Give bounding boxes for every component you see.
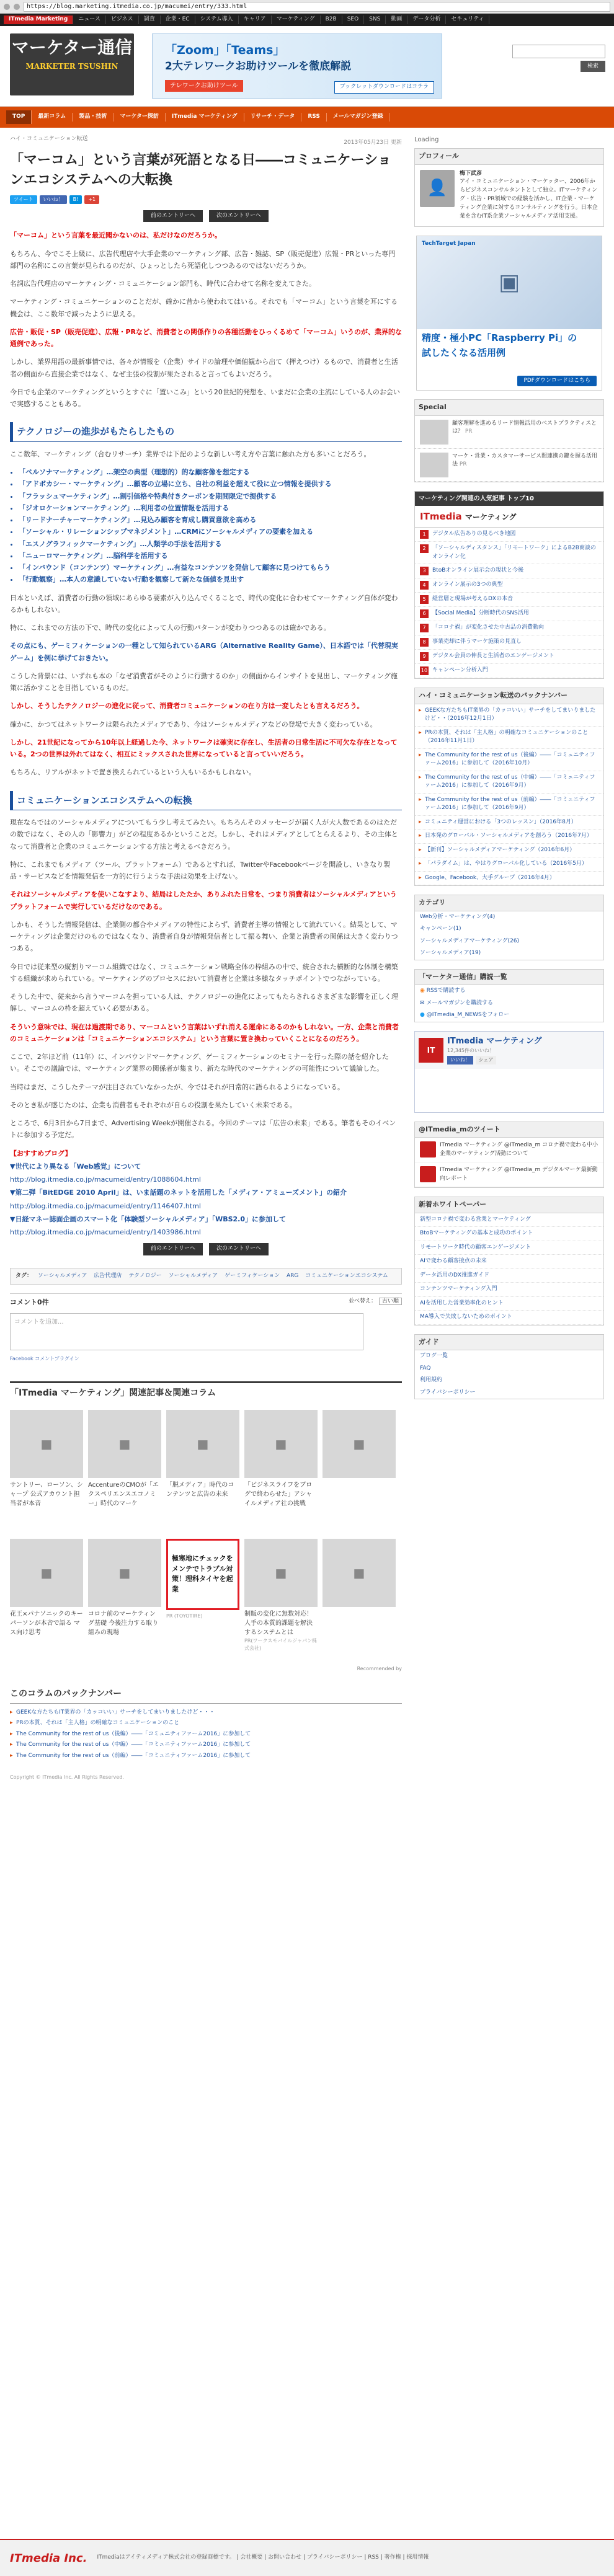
guide-link[interactable]: 利用規約: [420, 1377, 443, 1384]
highlight-paragraph: 広告・販促・SP（販売促進）、広報・PRなど、消費者との関係作りの各種活動をひっくるめて「マーコム」いうのが、業界的な通例であった。: [10, 327, 403, 348]
backnumber-link[interactable]: ▸ The Community for the rest of us（後編）――「コミュニティファーム2016」に参加して: [10, 1729, 402, 1740]
topnav-item[interactable]: マーケティング: [272, 15, 321, 24]
thumbnail-image: ■: [10, 1539, 83, 1607]
category-link[interactable]: Web分析・マーケティング(4): [420, 913, 496, 920]
search-input[interactable]: [512, 45, 605, 58]
sidebar-ad[interactable]: ▣ TechTarget Japan 精度・極小PC「Raspberry Pi」の 試したくなる活用例 PDFダウンロードはこちら: [416, 236, 602, 391]
back-icon[interactable]: [4, 4, 10, 10]
body-paragraph: 現在ならではのソーシャルメディアについてもう少し考えてみたい。もちろんそのメッセージが届く人が大人数であるのはただの数ではなく、その人の「影響力」がどの程度あるかということだ。しかし、それはメディアとしてとらえるより、その主体となって消費者と企業のコミュニケーションする方法と考えるべきだろう。: [10, 818, 398, 851]
category-nav-item[interactable]: ITmedia マーケティング: [166, 113, 244, 122]
body-paragraph: ところで、6月3日から7日まで、Advertising Weekが開催される。今回のテーマは「広告の未来」である。筆者もそのイベントに参加する予定だ。: [10, 1119, 396, 1140]
body-paragraph: マーケティング・コミュニケーションのことだが、確かに昔から使われてはいる。それでも「マーコム」という言葉を耳にする機会は、ここ数年で減ったように思える。: [10, 298, 398, 318]
twitter-icon: ●: [420, 1012, 425, 1019]
category-nav-item[interactable]: メールマガジン登録: [327, 113, 390, 122]
topnav-item[interactable]: キャリア: [239, 15, 272, 24]
tag-list: [10, 1268, 402, 1285]
rss-icon: ◉: [420, 988, 425, 994]
search-button[interactable]: 検索: [581, 61, 605, 72]
subscribe-title: 「マーケター通信」購読一覧: [415, 970, 603, 986]
backnumber-section: [10, 1688, 402, 1762]
ranking-item[interactable]: 10 キャンペーン分析入門: [415, 664, 603, 678]
whitepaper-link[interactable]: BtoBマーケティングの基本と成功のポイント: [415, 1227, 603, 1241]
blog-url[interactable]: http://blog.itmedia.co.jp/macumeid/entry/1088604.html: [10, 1175, 201, 1184]
backnumber-link[interactable]: ▸ GEEKな方たちもIT業界の「カッコいい」サーチをしてまいりましたけど・・・: [10, 1707, 402, 1719]
tweet[interactable]: ITmedia マーケティング @ITmedia_m コロナ禍で変わる中小企業のマーケティング活動について: [415, 1138, 603, 1162]
thumbnail-image: ■: [244, 1539, 318, 1607]
comments-sort[interactable]: 並べ替え： 古い順: [349, 1298, 402, 1308]
related-card[interactable]: [323, 1539, 396, 1663]
ranking-item[interactable]: 7 「コロナ禍」が変化させた中古品の消費動向: [415, 621, 603, 635]
category-nav-item[interactable]: マーケター探訪: [113, 113, 166, 122]
site-logo[interactable]: マーケター通信 MARKETER TSUSHIN: [10, 33, 134, 95]
list-item: • 「リードナーチャーマーケティング」…見込み顧客を育成し購買意欲を高める: [19, 514, 402, 526]
related-card[interactable]: ■ AccentureのCMOが「エクスペリエンスエコノミー」時代のマーケ: [88, 1410, 161, 1534]
highlight-paragraph: しかし、21世紀になってから10年以上経過した今、ネットワークは確実に存在し、生活者の日常生活に不可欠な存在となっている。2つの世界は外れてはなく、相互にミックスされた世界になっていると言っていいだろう。: [10, 738, 398, 759]
backnumber-link[interactable]: ▸ PRの本質、それは「主人格」の明確なコミュニケーションのこと: [10, 1718, 402, 1729]
related-card[interactable]: ■ 「ビジネスライフをブログで終わらせた」アシャイルメディア社の挑戦: [244, 1410, 318, 1534]
mail-link[interactable]: ✉ メールマガジンを購読する: [420, 999, 494, 1006]
body-paragraph: しかも、そうした情報発信は、企業側の都合やメディアの特性によらず、消費者主導の情報として流れていく。結果として、マーケティングは企業だけのものではなくなり、消費者自身が情報発信者として振る舞い、企業と消費者の関係は大きく変わりつつある。: [10, 920, 398, 953]
share-buttons: [10, 195, 402, 204]
facebook-feed: [415, 1069, 603, 1112]
column-backnumber-title: ハイ・コミュニケーション転送のバックナンバー: [415, 688, 603, 704]
forward-icon[interactable]: [14, 4, 20, 10]
ranking-item[interactable]: 3 BtoBオンライン展示会の現状と今後: [415, 564, 603, 578]
ad-image: ▣: [417, 236, 602, 329]
footer-logo[interactable]: ITmedia Inc.: [10, 2551, 87, 2565]
backnumber-title: このコラムのバックナンバー: [10, 1688, 402, 1704]
body-paragraph: 今日では従来型の縦割りマーコム組織ではなく、コミュニケーション戦略全体の枠組みの中で、統合された横断的な体制を構築する組織が求められている。マーケティングのプロセスにおいて消費者と企業は多様なタッチポイントでつながっている。: [10, 962, 398, 983]
section-heading: コミュニケーションエコシステムへの転換: [10, 791, 402, 811]
category-link[interactable]: ソーシャルメディアマーケティング(26): [420, 937, 520, 944]
whitepaper-link[interactable]: 新型コロナ禍で変わる営業とマーケティング: [415, 1213, 603, 1228]
ranking-item[interactable]: 6 【Social Media】分断時代のSNS活用: [415, 607, 603, 621]
list-item: • 「ジオロケーションマーケティング」…利用者の位置情報を活用する: [19, 502, 402, 514]
topnav-item[interactable]: ITmedia Marketing: [4, 15, 73, 24]
mail-icon: ✉: [420, 999, 425, 1006]
whitepaper-link[interactable]: リモートワーク時代の顧客エンゲージメント: [415, 1241, 603, 1255]
banner-tag: テレワークお助けツール: [165, 80, 243, 92]
related-articles-title: 「ITmedia マーケティング」関連記事＆関連コラム: [10, 1381, 402, 1404]
related-card[interactable]: ■ サントリー、ローソン、シャープ 公式アカウント担当者が本音: [10, 1410, 83, 1534]
body-paragraph: しかし、業界用語の最新事情では、各々が情報を（企業）サイドの論理や価値観から出て（押えつけ）るもので、消費者と生活者の側面から直接企業ではなく、なぜ主張の役割が果たされると言ってもよいだろう。: [10, 358, 398, 378]
category-box: [414, 895, 604, 960]
tag-link[interactable]: テクノロジー: [128, 1272, 162, 1279]
site-header: [0, 26, 614, 107]
body-paragraph: 日本といえば、消費者の行動の領域にあらゆる要素が入り込んでくることで、時代の変化に合わせてマーケティング自体が変わるかもしれない。: [10, 593, 398, 614]
hatena-button[interactable]: B!: [69, 195, 82, 204]
ranking-title: マーケティング関連の人気記事 トップ10: [415, 492, 603, 506]
avatar: [420, 1166, 436, 1182]
special-title: Special: [415, 400, 603, 416]
topnav-item[interactable]: B2B: [321, 15, 342, 24]
loading-text: Loading: [414, 136, 439, 143]
thumbnail-image: ■: [10, 1410, 83, 1478]
body-paragraph: こうした背景には、いずれも本の「なぜ消費者がそのように行動するのか」の側面からインサイトを見出し、マーケティング施策に活かすことを目指しているものだ。: [10, 671, 398, 693]
thumbnail-image: ■: [88, 1539, 161, 1607]
rss-link[interactable]: ◉ RSSで購読する: [420, 988, 466, 994]
category-title: カテゴリ: [415, 895, 603, 911]
related-card[interactable]: ■ 花王×パナソニックのキーパーソンが本音で語る マス向け思考: [10, 1539, 83, 1663]
article-pager-top: [10, 210, 402, 223]
marketing-terms-list: [19, 466, 402, 586]
tag-link[interactable]: ソーシャルメディア: [168, 1272, 218, 1279]
highlight-paragraph: その点にも、ゲーミフィケーションの一種として知られているARG（Alternative Reality Game）、日本語では「代替現実ゲーム」を例に挙げておきたい。: [10, 642, 398, 662]
topnav-item[interactable]: SEO: [342, 15, 364, 24]
whitepaper-link[interactable]: コンテンツマーケティング入門: [415, 1283, 603, 1297]
guide-link[interactable]: プライバシーポリシー: [420, 1389, 476, 1396]
related-articles-grid: [10, 1410, 402, 1663]
body-paragraph: 確かに、かつてはネットワークは限られたメディアであり、今はソーシャルメディアなどの登場で大きく変わっている。: [10, 720, 377, 728]
column-backnumber-box: [414, 688, 604, 886]
backnumber-link[interactable]: ▸ 日本発のグローバル・ソーシャルメディアを創ろう（2016年7月）: [415, 830, 603, 844]
prev-entry-button[interactable]: 前のエントリーへ: [143, 210, 203, 223]
list-item: • 「エスノグラフィックマーケティング」…人類学の手法を活用する: [19, 538, 402, 550]
whitepaper-link[interactable]: MA導入で失敗しないためのポイント: [415, 1311, 603, 1325]
category-nav-item[interactable]: 最新コラム: [32, 113, 73, 122]
article-title: 「マーコム」という言葉が死語となる日――コミュニケーションエコシステムへの大転換: [10, 153, 391, 188]
profile-title: プロフィール: [415, 149, 603, 165]
prev-entry-button[interactable]: 前のエントリーへ: [143, 1243, 203, 1255]
ranking-item[interactable]: 8 事業売却に伴うマーケ施策の見直し: [415, 635, 603, 650]
twitter-timeline: [414, 1122, 604, 1188]
profile-text: アイ・コミュニケーション・マーケッター、2006年からビジネスコンサルタントとして独立。ITマーケティング・広告・PR領域での経験を活かし、IT企業・マーケティング企業に対するコンサルティングを行う。日本企業を含むIT系企業ソーシャルメディア活用支援。: [460, 179, 598, 220]
category-link[interactable]: ソーシャルメディア(19): [420, 950, 481, 957]
url-input[interactable]: https://blog.marketing.itmedia.co.jp/macumei/entry/333.html: [24, 2, 610, 12]
guide-box: [414, 1334, 604, 1400]
body-paragraph: 名詞広告代理店のマーケティング・コミュニケーション部門も、時代に合わせて名称を変えてきた。: [10, 280, 316, 288]
thumbnail-image: ■: [244, 1410, 318, 1478]
topnav-item[interactable]: ビジネス: [106, 15, 139, 24]
tag-link[interactable]: ARG: [286, 1272, 299, 1279]
topnav-item[interactable]: SNS: [364, 15, 386, 24]
avatar: [420, 1141, 436, 1157]
body-paragraph: そのとき私が感じたのは、企業も消費者もそれぞれが自らの役割を果たしていく未来である。: [10, 1100, 296, 1109]
ranking-item[interactable]: 1 デジタル広告ありの見るべき地図: [415, 528, 603, 542]
list-item: • 「フラッシュマーケティング」…割引価格や特典付きクーポンを期間限定で提供する: [19, 490, 402, 502]
tweet-button[interactable]: ツイート: [10, 195, 37, 204]
blog-link[interactable]: ▼第二弾「BitEDGE 2010 April」は、いま話題のネットを活用した「メディア・アミューズメント」の紹介: [10, 1188, 347, 1197]
category-nav-item[interactable]: RSS: [301, 113, 327, 122]
special-box: [414, 399, 604, 482]
twitter-follow-link[interactable]: ● @ITmedia_M_NEWSをフォロー: [420, 1012, 510, 1019]
thumbnail-image: ■: [323, 1539, 396, 1607]
backnumber-link[interactable]: ▸ GEEKな方たちもIT業界の「カッコいい」サーチをしてまいりましたけど・・（2016年12月1日）: [415, 704, 603, 727]
top-navigation: [0, 14, 614, 26]
ranking-item[interactable]: 5 経営層と現場が考えるDXの本音: [415, 593, 603, 607]
topnav-item[interactable]: 動画: [386, 15, 407, 24]
backnumber-link[interactable]: ▸ The Community for the rest of us（中編）――「コミュニティファーム2016」に参加して: [10, 1740, 402, 1751]
tag-link[interactable]: コミュニケーションエコシステム: [305, 1272, 388, 1279]
body-paragraph: そうした中で、従来から言うマーコムを担っている人は、テクノロジーの進化によってもたらされるさまざまな影響を正しく理解し、マーコムの枠を超えていく必要がある。: [10, 993, 399, 1013]
recommended-blog-links: [10, 1148, 402, 1239]
list-item: • 「インバウンド（コンテンツ）マーケティング」…有益なコンテンツを発信して顧客に見つけてもらう: [19, 562, 402, 573]
blog-link[interactable]: ▼日経マネー誌面企画のスマート化「体験型ソーシャルメディア」「WBS2.0」に参加して: [10, 1215, 287, 1223]
main-column: [10, 135, 402, 1781]
ranking-item[interactable]: 9 デジタル会員の伸長と生活者のエンゲージメント: [415, 650, 603, 664]
thumbnail-image: ■: [323, 1410, 396, 1478]
backnumber-link[interactable]: ▸ The Community for the rest of us（前編）――「コミュニティファーム2016」に参加して: [10, 1751, 402, 1762]
lead-paragraph: 「マーコム」という言葉を最近聞かないのは、私だけなのだろうか。: [10, 231, 221, 240]
list-item: • 「行動観察」…本人の意識していない行動を観察して新たな価値を見出す: [19, 573, 402, 585]
blog-url[interactable]: http://blog.itmedia.co.jp/macumeid/entry/1146407.html: [10, 1202, 201, 1210]
backnumber-link[interactable]: ▸ 「パラダイム」は、やはりグローバル化している（2016年5月）: [415, 857, 603, 872]
avatar: 👤: [420, 170, 455, 207]
facebook-share-button[interactable]: シェア: [476, 1056, 497, 1064]
itmedia-logo: IT: [419, 1038, 443, 1063]
content-wrapper: [0, 128, 614, 2576]
backnumber-link[interactable]: ▸ コミュニティ運営における「3つのレッスン」（2016年8月）: [415, 816, 603, 830]
ranking-box: [414, 491, 604, 679]
category-nav-item[interactable]: リサーチ・データ: [244, 113, 302, 122]
next-entry-button[interactable]: 次のエントリーへ: [209, 1243, 269, 1255]
related-card[interactable]: [323, 1410, 396, 1534]
whitepaper-box: [414, 1197, 604, 1326]
body-paragraph: 特に、これまでもメディア（ツール、プラットフォーム）であるとすれば、TwitterやFacebookページを開設し、いきなり製品・サービスなどを情報発信を一方的に行うような手法は効果を上げない。: [10, 860, 391, 881]
list-item: • 「アドボカシー・マーケティング」…顧客の立場に立ち、自社の利益を超えて役に立つ情報を提供する: [19, 478, 402, 490]
highlight-paragraph: しかし、そうしたテクノロジーの進化に従って、消費者コミュニケーションの在り方は一変したとも言えるだろう。: [10, 702, 364, 710]
next-entry-button[interactable]: 次のエントリーへ: [209, 210, 269, 223]
tags-label: タグ：: [16, 1272, 33, 1279]
banner-title: 「Zoom」「Teams」: [165, 43, 285, 57]
twitter-title: @ITmedia_mのツイート: [415, 1122, 603, 1138]
highlight-paragraph: それはソーシャルメディアを使いこなすより、結局はしたたか、ありふれた日常を、つまり消費者はソーシャルメディアというプラットフォームで実行しているだけなのである。: [10, 890, 397, 911]
ad-download-button[interactable]: PDFダウンロードはこちら: [517, 376, 597, 387]
list-item: • 「ソーシャル・リレーションシップマネジメント」…CRMにソーシャルメディアの要素を加える: [19, 526, 402, 538]
body-paragraph: 今日でも企業のマーケティングというとすぐに「置いこみ」という20世紀的発想を、いまだに企業の主流にしている人のお会いで実感することもある。: [10, 387, 400, 409]
tweet[interactable]: ITmedia マーケティング @ITmedia_m デジタルマーケ最新動向レポート: [415, 1162, 603, 1187]
top-banner-ad[interactable]: [152, 33, 442, 99]
site-footer: [0, 2539, 614, 2576]
copyright: Copyright © ITmedia Inc. All Rights Reserved.: [10, 1774, 124, 1781]
tag-link[interactable]: ソーシャルメディア: [37, 1272, 87, 1279]
tag-link[interactable]: 広告代理店: [94, 1272, 122, 1279]
article-date: 2013年05月23日 更新: [344, 139, 402, 146]
backnumber-link[interactable]: ▸ The Community for the rest of us（中編）――「コミュニティファーム2016」に参加して（2016年9月）: [415, 771, 603, 794]
topnav-item[interactable]: 企業・EC: [161, 15, 195, 24]
blog-link[interactable]: ▼世代により異なる「Web感覚」について: [10, 1162, 141, 1171]
category-link[interactable]: キャンペーン(1): [420, 926, 461, 932]
comment-input[interactable]: コメントを追加...: [10, 1313, 363, 1350]
body-paragraph: もちろん、今でこそ上級に、広告代理店や大手企業のマーケティング部、広告・雑誌、SP（販売促進）広報・PRといった専門部門の名称にこの言葉が見られるのだが、ひょっとしたら死語化しつつあるのではないだろうか。: [10, 249, 396, 270]
backnumber-link[interactable]: ▸ The Community for the rest of us（前編）――「コミュニティファーム2016」に参加して（2016年9月）: [415, 794, 603, 816]
topnav-item[interactable]: セキュリティ: [446, 15, 489, 24]
banner-subtitle: 2大テレワークお助けツールを徹底解説: [165, 60, 352, 73]
ranking-brand: ITmedia マーケティング: [415, 506, 603, 528]
body-paragraph: ここ数年、マーケティング（合むリサーチ）業界では下記のような新しい考え方や言葉に触れた方も多いことだろう。: [10, 449, 371, 458]
category-nav-item[interactable]: 製品・技術: [73, 113, 113, 122]
whitepaper-link[interactable]: AIで変わる顧客接点の未来: [415, 1255, 603, 1269]
thumbnail-image: [420, 420, 448, 445]
comments-count: コメント0件: [10, 1298, 49, 1307]
facebook-like-button[interactable]: いいね！: [447, 1056, 473, 1064]
backnumber-link[interactable]: ▸ Google、Facebook、大手グループ（2016年4月）: [415, 872, 603, 886]
guide-link[interactable]: ブログ一覧: [420, 1353, 448, 1360]
whitepaper-link[interactable]: データ活用のDX推進ガイド: [415, 1269, 603, 1283]
browser-bar: [0, 0, 614, 14]
backnumber-link[interactable]: ▸ The Community for the rest of us（後編）――「コミュニティファーム2016」に参加して（2016年10月）: [415, 749, 603, 771]
tag-link[interactable]: ゲーミフィケーション: [225, 1272, 280, 1279]
body-paragraph: 特に、これまでの方法の下で、時代の変化によって人の行動パターンが変わりつつあるのは確かである。: [10, 624, 331, 632]
ranking-item[interactable]: 4 オンライン展示の3つの典型: [415, 578, 603, 593]
profile-box: [414, 148, 604, 227]
category-navigation: [0, 107, 614, 128]
section-heading: テクノロジーの進歩がもたらしたもの: [10, 422, 402, 442]
footer-links[interactable]: ITmediaはアイティメディア株式会社の登録商標です。 | 会社概要 | お問い合わせ | プライバシーポリシー | RSS | 著作権 | 採用情報: [97, 2554, 429, 2561]
facebook-page-name[interactable]: ITmedia マーケティング: [447, 1036, 542, 1046]
highlight-paragraph: そういう意味では、現在は過渡期であり、マーコムという言葉はいずれ消える運命にあるのかもしれない。一方、企業と消費者のコミュニケーションは「コミュニケーションエコシステム」という言葉に置き換わっていくことになるのだろう。: [10, 1022, 399, 1043]
article-pager-bottom: [10, 1243, 402, 1255]
sponsored-card[interactable]: 極寒地にチェックをメンテでトラブル対策！理科タイヤを起業 PR (TOYOTIRE): [166, 1539, 239, 1663]
related-card[interactable]: ■ コロナ前のマーケティング基礎 今後注力する取り組みの現場: [88, 1539, 161, 1663]
thumbnail-image: ■: [88, 1410, 161, 1478]
thumbnail-image: ■: [166, 1410, 239, 1478]
body-paragraph: 当時はまだ、こうしたテーマが注目されていなかったが、今ではそれが日常的に語られるようになっている。: [10, 1082, 344, 1091]
topnav-item[interactable]: データ分析: [407, 15, 446, 24]
topnav-item[interactable]: ニュース: [73, 15, 106, 24]
facebook-comments-plugin[interactable]: Facebook コメントプラグイン: [10, 1355, 79, 1361]
blog-links-heading: 【おすすめブログ】: [10, 1149, 72, 1157]
whitepaper-title: 新着ホワイトペーパー: [415, 1197, 603, 1213]
backnumber-link[interactable]: ▸ 【新刊】ソーシャルメディアマーケティング（2016年6月）: [415, 844, 603, 858]
backnumber-link[interactable]: ▸ PRの本質、それは「主人格」の明確なコミュニケーションのこと（2016年11月1日）: [415, 727, 603, 749]
special-item[interactable]: マーケ・営業・カスタマーサービス間連携の鍵を握る活用法 PR: [415, 449, 603, 482]
topnav-item[interactable]: 調査: [139, 15, 161, 24]
plusone-button[interactable]: +1: [84, 195, 99, 204]
sponsored-card[interactable]: ■ 制販の変化に無数対応！人手の本質的課題を解決するシステムとは PR(ワークスモバイルジャパン株式会社): [244, 1539, 318, 1663]
facebook-page-box: [414, 1031, 604, 1113]
body-paragraph: もちろん、リアルがネットで置き換えられているという人もいるかもしれない。: [10, 768, 256, 777]
like-button[interactable]: いいね！: [40, 195, 67, 204]
list-item: • 「ペルソナマーケティング」…架空の典型（理想的）的な顧客像を想定する: [19, 466, 402, 478]
special-item[interactable]: 顧客理解を進めるリード情報活用のベストプラクティスとは？ PR: [415, 416, 603, 449]
body-paragraph: ここで、2年ほど前（11年）に、インバウンドマーケティング、ゲーミフィケーションのセミナーを行った際の話を紹介したい。そこでの議論では、マーケティング業界の関係者が集まり、新たな時代のマーケティングの可能性について議論した。: [10, 1053, 389, 1073]
breadcrumb[interactable]: ハイ・コミュニケーション転送: [10, 136, 88, 142]
topnav-item[interactable]: システム導入: [195, 15, 239, 24]
facebook-like-count: 12,345件のいいね！: [447, 1048, 494, 1054]
ranking-item[interactable]: 2 「ソーシャルディスタンス」「リモートワーク」によるB2B商談のオンライン化: [415, 542, 603, 564]
guide-link[interactable]: FAQ: [420, 1365, 431, 1371]
thumbnail-image: [420, 453, 448, 477]
blog-url[interactable]: http://blog.itmedia.co.jp/macumeid/entry/1403986.html: [10, 1228, 201, 1237]
whitepaper-link[interactable]: AIを活用した営業効率化のヒント: [415, 1297, 603, 1311]
subscribe-box: [414, 969, 604, 1022]
category-nav-item[interactable]: TOP: [6, 110, 32, 124]
recommended-by: Recommended by: [357, 1665, 402, 1671]
list-item: • 「ニューロマーケティング」…脳科学を活用する: [19, 550, 402, 562]
sidebar: [414, 135, 604, 1408]
profile-name[interactable]: 梅下武彦: [460, 170, 483, 177]
comments-section: [10, 1293, 402, 1363]
guide-title: ガイド: [415, 1335, 603, 1351]
banner-cta-button[interactable]: ブックレットダウンロードはコチラ: [334, 81, 434, 94]
related-card[interactable]: ■ 「脱メディア」時代のコンテンツと広告の未来: [166, 1410, 239, 1534]
